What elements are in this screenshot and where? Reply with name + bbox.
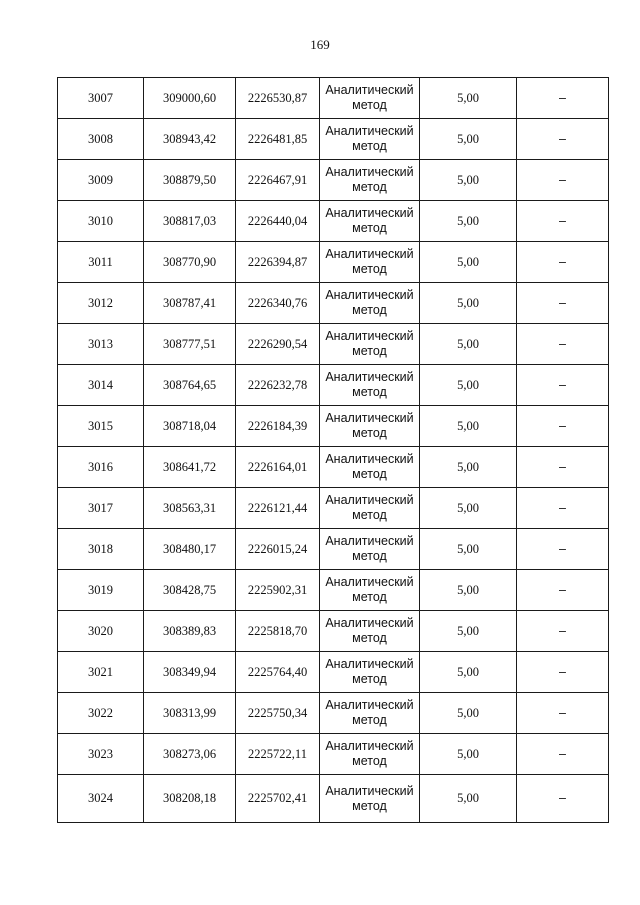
point-number-cell: 3022 bbox=[58, 693, 144, 734]
table-row bbox=[58, 160, 609, 201]
x-coordinate-cell: 308563,31 bbox=[144, 488, 236, 529]
y-coordinate-cell: 2226440,04 bbox=[236, 201, 320, 242]
table-row bbox=[58, 447, 609, 488]
point-number-cell: 3013 bbox=[58, 324, 144, 365]
note-cell: – bbox=[517, 242, 609, 283]
table-row bbox=[58, 570, 609, 611]
table-row bbox=[58, 652, 609, 693]
point-number-cell: 3007 bbox=[58, 78, 144, 119]
note-cell: – bbox=[517, 734, 609, 775]
table-row bbox=[58, 693, 609, 734]
point-number-cell: 3019 bbox=[58, 570, 144, 611]
method-cell: Аналитический метод bbox=[320, 78, 420, 119]
y-coordinate-cell: 2226015,24 bbox=[236, 529, 320, 570]
y-coordinate-cell: 2225702,41 bbox=[236, 775, 320, 823]
x-coordinate-cell: 308313,99 bbox=[144, 693, 236, 734]
accuracy-cell: 5,00 bbox=[420, 693, 517, 734]
table-row bbox=[58, 242, 609, 283]
accuracy-cell: 5,00 bbox=[420, 734, 517, 775]
accuracy-cell: 5,00 bbox=[420, 529, 517, 570]
accuracy-cell: 5,00 bbox=[420, 160, 517, 201]
y-coordinate-cell: 2225750,34 bbox=[236, 693, 320, 734]
x-coordinate-cell: 308480,17 bbox=[144, 529, 236, 570]
note-cell: – bbox=[517, 488, 609, 529]
method-cell: Аналитический метод bbox=[320, 611, 420, 652]
point-number-cell: 3011 bbox=[58, 242, 144, 283]
y-coordinate-cell: 2225764,40 bbox=[236, 652, 320, 693]
note-cell: – bbox=[517, 406, 609, 447]
point-number-cell: 3023 bbox=[58, 734, 144, 775]
point-number-cell: 3021 bbox=[58, 652, 144, 693]
accuracy-cell: 5,00 bbox=[420, 365, 517, 406]
table-row bbox=[58, 611, 609, 652]
x-coordinate-cell: 308208,18 bbox=[144, 775, 236, 823]
note-cell: – bbox=[517, 447, 609, 488]
point-number-cell: 3010 bbox=[58, 201, 144, 242]
y-coordinate-cell: 2226530,87 bbox=[236, 78, 320, 119]
method-cell: Аналитический метод bbox=[320, 324, 420, 365]
method-cell: Аналитический метод bbox=[320, 160, 420, 201]
table-row bbox=[58, 406, 609, 447]
note-cell: – bbox=[517, 652, 609, 693]
accuracy-cell: 5,00 bbox=[420, 406, 517, 447]
method-cell: Аналитический метод bbox=[320, 283, 420, 324]
table-row bbox=[58, 283, 609, 324]
y-coordinate-cell: 2225722,11 bbox=[236, 734, 320, 775]
point-number-cell: 3017 bbox=[58, 488, 144, 529]
method-cell: Аналитический метод bbox=[320, 693, 420, 734]
method-cell: Аналитический метод bbox=[320, 529, 420, 570]
x-coordinate-cell: 308718,04 bbox=[144, 406, 236, 447]
accuracy-cell: 5,00 bbox=[420, 242, 517, 283]
method-cell: Аналитический метод bbox=[320, 406, 420, 447]
note-cell: – bbox=[517, 119, 609, 160]
point-number-cell: 3016 bbox=[58, 447, 144, 488]
y-coordinate-cell: 2225902,31 bbox=[236, 570, 320, 611]
y-coordinate-cell: 2226290,54 bbox=[236, 324, 320, 365]
point-number-cell: 3009 bbox=[58, 160, 144, 201]
x-coordinate-cell: 309000,60 bbox=[144, 78, 236, 119]
y-coordinate-cell: 2226467,91 bbox=[236, 160, 320, 201]
table-row bbox=[58, 119, 609, 160]
x-coordinate-cell: 308943,42 bbox=[144, 119, 236, 160]
method-cell: Аналитический метод bbox=[320, 734, 420, 775]
table-row bbox=[58, 324, 609, 365]
method-cell: Аналитический метод bbox=[320, 365, 420, 406]
y-coordinate-cell: 2226121,44 bbox=[236, 488, 320, 529]
table-row bbox=[58, 529, 609, 570]
table-row bbox=[58, 775, 609, 823]
x-coordinate-cell: 308389,83 bbox=[144, 611, 236, 652]
note-cell: – bbox=[517, 324, 609, 365]
method-cell: Аналитический метод bbox=[320, 488, 420, 529]
accuracy-cell: 5,00 bbox=[420, 488, 517, 529]
note-cell: – bbox=[517, 201, 609, 242]
table-row bbox=[58, 488, 609, 529]
note-cell: – bbox=[517, 611, 609, 652]
x-coordinate-cell: 308777,51 bbox=[144, 324, 236, 365]
accuracy-cell: 5,00 bbox=[420, 775, 517, 823]
y-coordinate-cell: 2226394,87 bbox=[236, 242, 320, 283]
x-coordinate-cell: 308641,72 bbox=[144, 447, 236, 488]
point-number-cell: 3015 bbox=[58, 406, 144, 447]
y-coordinate-cell: 2226340,76 bbox=[236, 283, 320, 324]
y-coordinate-cell: 2225818,70 bbox=[236, 611, 320, 652]
method-cell: Аналитический метод bbox=[320, 119, 420, 160]
table-row bbox=[58, 78, 609, 119]
table-row bbox=[58, 201, 609, 242]
table-row bbox=[58, 734, 609, 775]
point-number-cell: 3008 bbox=[58, 119, 144, 160]
accuracy-cell: 5,00 bbox=[420, 447, 517, 488]
accuracy-cell: 5,00 bbox=[420, 119, 517, 160]
note-cell: – bbox=[517, 570, 609, 611]
accuracy-cell: 5,00 bbox=[420, 78, 517, 119]
method-cell: Аналитический метод bbox=[320, 652, 420, 693]
x-coordinate-cell: 308879,50 bbox=[144, 160, 236, 201]
note-cell: – bbox=[517, 365, 609, 406]
note-cell: – bbox=[517, 529, 609, 570]
point-number-cell: 3014 bbox=[58, 365, 144, 406]
method-cell: Аналитический метод bbox=[320, 201, 420, 242]
x-coordinate-cell: 308349,94 bbox=[144, 652, 236, 693]
page-number: 169 bbox=[310, 37, 330, 52]
method-cell: Аналитический метод bbox=[320, 447, 420, 488]
accuracy-cell: 5,00 bbox=[420, 201, 517, 242]
y-coordinate-cell: 2226232,78 bbox=[236, 365, 320, 406]
note-cell: – bbox=[517, 693, 609, 734]
x-coordinate-cell: 308273,06 bbox=[144, 734, 236, 775]
y-coordinate-cell: 2226164,01 bbox=[236, 447, 320, 488]
point-number-cell: 3020 bbox=[58, 611, 144, 652]
point-number-cell: 3012 bbox=[58, 283, 144, 324]
accuracy-cell: 5,00 bbox=[420, 570, 517, 611]
x-coordinate-cell: 308770,90 bbox=[144, 242, 236, 283]
accuracy-cell: 5,00 bbox=[420, 652, 517, 693]
x-coordinate-cell: 308428,75 bbox=[144, 570, 236, 611]
note-cell: – bbox=[517, 283, 609, 324]
y-coordinate-cell: 2226184,39 bbox=[236, 406, 320, 447]
table-row bbox=[58, 365, 609, 406]
x-coordinate-cell: 308817,03 bbox=[144, 201, 236, 242]
method-cell: Аналитический метод bbox=[320, 242, 420, 283]
note-cell: – bbox=[517, 160, 609, 201]
note-cell: – bbox=[517, 775, 609, 823]
x-coordinate-cell: 308787,41 bbox=[144, 283, 236, 324]
coordinates-table bbox=[57, 77, 609, 823]
point-number-cell: 3018 bbox=[58, 529, 144, 570]
y-coordinate-cell: 2226481,85 bbox=[236, 119, 320, 160]
accuracy-cell: 5,00 bbox=[420, 611, 517, 652]
accuracy-cell: 5,00 bbox=[420, 324, 517, 365]
point-number-cell: 3024 bbox=[58, 775, 144, 823]
method-cell: Аналитический метод bbox=[320, 775, 420, 823]
x-coordinate-cell: 308764,65 bbox=[144, 365, 236, 406]
table-body bbox=[58, 78, 609, 823]
note-cell: – bbox=[517, 78, 609, 119]
method-cell: Аналитический метод bbox=[320, 570, 420, 611]
accuracy-cell: 5,00 bbox=[420, 283, 517, 324]
